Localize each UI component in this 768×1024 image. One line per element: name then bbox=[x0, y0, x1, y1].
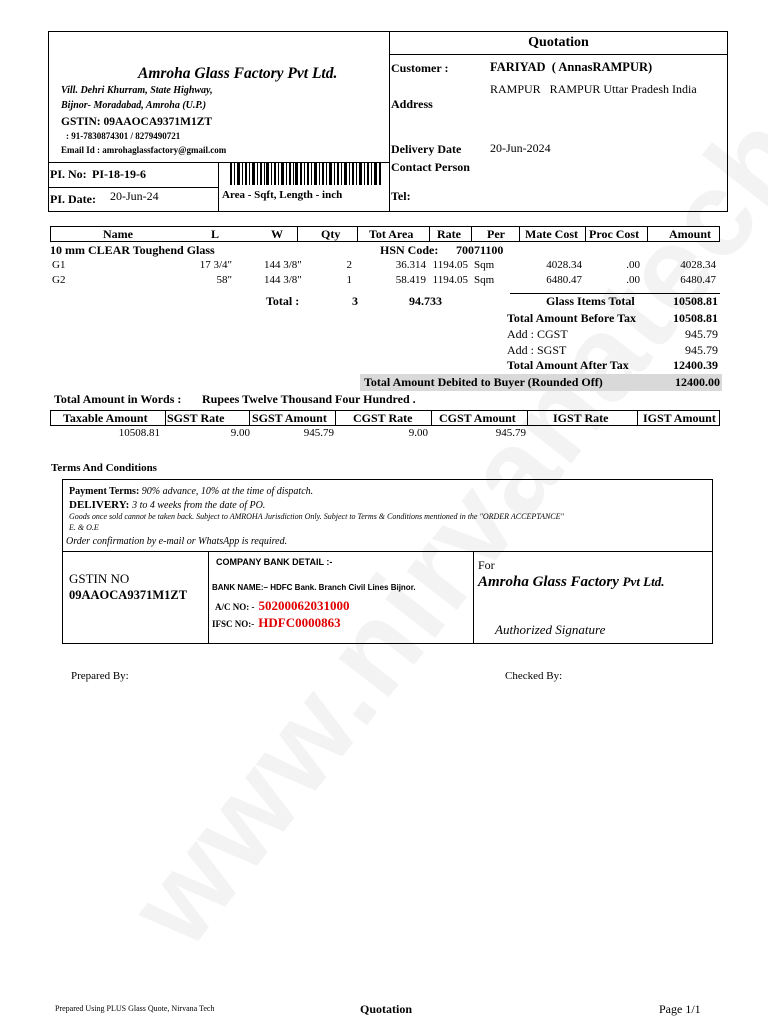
signatory-company-name: Amroha Glass Factory bbox=[478, 574, 619, 590]
units-note: Area - Sqft, Length - inch bbox=[222, 189, 343, 201]
payment-label: Payment Terms: bbox=[69, 486, 140, 497]
divider bbox=[431, 411, 432, 425]
tax-table-header bbox=[50, 410, 720, 426]
row-rate: 1194.05 bbox=[432, 274, 468, 286]
divider bbox=[62, 551, 713, 552]
debited-value: 12400.00 bbox=[675, 375, 720, 389]
col-name: Name bbox=[103, 227, 133, 241]
divider bbox=[471, 227, 472, 241]
sgst-label: Add : SGST bbox=[507, 343, 567, 357]
bank-heading: COMPANY BANK DETAIL :- bbox=[216, 557, 333, 567]
divider bbox=[208, 551, 209, 644]
debited-label: Total Amount Debited to Buyer (Rounded Off) bbox=[364, 375, 603, 389]
col-mate-cost: Mate Cost bbox=[525, 227, 578, 241]
row-qty: 2 bbox=[346, 259, 352, 271]
after-tax: 12400.39 bbox=[673, 358, 718, 372]
company-email: Email Id : amrohaglassfactory@gmail.com bbox=[61, 145, 227, 155]
footer-title: Quotation bbox=[360, 1002, 413, 1016]
row-per: Sqm bbox=[474, 259, 495, 271]
tax-cgst-rate: 9.00 bbox=[408, 427, 428, 439]
company-address-1: Vill. Dehri Khurram, State Highway, bbox=[61, 85, 213, 96]
divider bbox=[637, 411, 638, 425]
col-rate: Rate bbox=[437, 227, 461, 241]
before-tax-label: Total Amount Before Tax bbox=[507, 311, 637, 325]
account-number bbox=[215, 597, 350, 615]
row-area: 58.419 bbox=[395, 274, 426, 286]
prepared-by: Prepared By: bbox=[71, 670, 129, 682]
sgst-value: 945.79 bbox=[685, 343, 718, 357]
tax-col-igst-amount: IGST Amount bbox=[643, 411, 716, 425]
delivery-terms bbox=[69, 499, 265, 511]
divider bbox=[357, 227, 358, 241]
col-amount: Amount bbox=[669, 227, 712, 241]
tel-label: Tel: bbox=[391, 189, 411, 203]
col-l: L bbox=[211, 227, 220, 241]
tax-taxable: 10508.81 bbox=[118, 427, 160, 439]
account-label: A/C NO: - bbox=[215, 602, 255, 612]
checked-by: Checked By: bbox=[505, 670, 563, 682]
tax-cgst-amount: 945.79 bbox=[495, 427, 526, 439]
words-value: Rupees Twelve Thousand Four Hundred . bbox=[202, 392, 416, 406]
account-value: 50200062031000 bbox=[258, 598, 350, 613]
signatory-company bbox=[478, 574, 665, 591]
col-w: W bbox=[271, 227, 283, 241]
row-name: G1 bbox=[52, 259, 66, 271]
payment-terms bbox=[69, 486, 313, 497]
divider bbox=[519, 227, 520, 241]
col-per: Per bbox=[487, 227, 505, 241]
item-group-title: 10 mm CLEAR Toughend Glass bbox=[50, 243, 215, 257]
row-proc: .00 bbox=[626, 259, 640, 271]
company-phone: : 91-7830874301 / 8279490721 bbox=[66, 131, 181, 141]
row-l: 58" bbox=[216, 274, 232, 286]
customer-name: FARIYAD ( AnnasRAMPUR) bbox=[490, 60, 653, 74]
tax-col-sgst-amount: SGST Amount bbox=[252, 411, 327, 425]
company-address-2: Bijnor- Moradabad, Amroha (U.P.) bbox=[61, 100, 207, 111]
glass-items-total-label: Glass Items Total bbox=[546, 294, 635, 308]
company-name: Amroha Glass Factory Pvt Ltd. bbox=[138, 65, 338, 82]
pi-no-label: PI. No: bbox=[50, 167, 87, 181]
delivery-text: 3 to 4 weeks from the date of PO. bbox=[132, 500, 266, 511]
row-w: 144 3/8" bbox=[264, 274, 302, 286]
customer-label: Customer : bbox=[391, 61, 449, 75]
hsn-code: 70071100 bbox=[456, 243, 504, 257]
delivery-date-label: Delivery Date bbox=[391, 142, 462, 156]
divider bbox=[429, 227, 430, 241]
glass-items-total: 10508.81 bbox=[673, 294, 718, 308]
contact-person-label: Contact Person bbox=[391, 160, 470, 174]
gstin-value: 09AAOCA9371M1ZT bbox=[69, 588, 188, 602]
row-qty: 1 bbox=[346, 274, 352, 286]
row-area: 36.314 bbox=[395, 259, 426, 271]
divider bbox=[218, 162, 219, 212]
terms-heading: Terms And Conditions bbox=[51, 462, 157, 474]
divider bbox=[647, 227, 648, 241]
tax-sgst-amount: 945.79 bbox=[303, 427, 334, 439]
pi-date-label: PI. Date: bbox=[50, 192, 96, 206]
row-amount: 4028.34 bbox=[680, 259, 716, 271]
divider bbox=[527, 411, 528, 425]
authorized-signature: Authorized Signature bbox=[495, 622, 606, 637]
quotation-box bbox=[389, 31, 728, 212]
items-table-header bbox=[50, 226, 720, 242]
col-proc-cost: Proc Cost bbox=[589, 227, 640, 241]
row-per: Sqm bbox=[474, 274, 495, 286]
row-mate: 4028.34 bbox=[546, 259, 582, 271]
delivery-label: DELIVERY: bbox=[69, 499, 130, 511]
divider bbox=[48, 187, 218, 188]
divider bbox=[335, 411, 336, 425]
bank-name: BANK NAME:– HDFC Bank. Branch Civil Lines Bijnor. bbox=[212, 583, 416, 592]
cgst-label: Add : CGST bbox=[507, 327, 568, 341]
customer-address: RAMPUR RAMPUR Uttar Pradesh India bbox=[490, 82, 697, 96]
company-gstin: GSTIN: 09AAOCA9371M1ZT bbox=[61, 116, 213, 128]
tax-sgst-rate: 9.00 bbox=[230, 427, 250, 439]
total-qty: 3 bbox=[352, 294, 358, 308]
delivery-date: 20-Jun-2024 bbox=[490, 141, 551, 155]
ifsc-code bbox=[212, 614, 341, 632]
divider bbox=[249, 411, 250, 425]
col-qty: Qty bbox=[321, 227, 341, 241]
footer-credit: Prepared Using PLUS Glass Quote, Nirvana Tech bbox=[55, 1004, 215, 1013]
words-label: Total Amount in Words : bbox=[54, 392, 182, 406]
before-tax: 10508.81 bbox=[673, 311, 718, 325]
cgst-value: 945.79 bbox=[685, 327, 718, 341]
goods-text: Goods once sold cannot be taken back. Subject to AMROHA Jurisdiction Only. Subject to Terms & Conditions mentioned in the "ORDER ACCEPTANCE" bbox=[69, 512, 564, 521]
confirmation-text: Order confirmation by e-mail or WhatsApp is required. bbox=[66, 536, 288, 547]
row-proc: .00 bbox=[626, 274, 640, 286]
page-number: Page 1/1 bbox=[659, 1002, 701, 1016]
after-tax-label: Total Amount After Tax bbox=[507, 358, 629, 372]
total-area: 94.733 bbox=[409, 294, 442, 308]
row-amount: 6480.47 bbox=[680, 274, 716, 286]
address-label: Address bbox=[391, 97, 433, 111]
barcode bbox=[230, 163, 382, 185]
row-name: G2 bbox=[52, 274, 66, 286]
signatory-company-suffix: Pvt Ltd. bbox=[622, 574, 665, 589]
tax-col-taxable: Taxable Amount bbox=[63, 411, 148, 425]
payment-text: 90% advance, 10% at the time of dispatch. bbox=[141, 486, 314, 497]
tax-col-sgst-rate: SGST Rate bbox=[167, 411, 225, 425]
tax-col-cgst-amount: CGST Amount bbox=[439, 411, 516, 425]
row-l: 17 3/4" bbox=[199, 259, 232, 271]
pi-date: 20-Jun-24 bbox=[110, 189, 159, 203]
gstin-label: GSTIN NO bbox=[69, 571, 130, 586]
quotation-title: Quotation bbox=[528, 35, 589, 50]
col-tot-area: Tot Area bbox=[369, 227, 414, 241]
pi-no: PI-18-19-6 bbox=[92, 167, 146, 181]
row-rate: 1194.05 bbox=[432, 259, 468, 271]
divider bbox=[473, 551, 474, 644]
divider bbox=[585, 227, 586, 241]
tax-col-cgst-rate: CGST Rate bbox=[353, 411, 413, 425]
ifsc-label: IFSC NO:- bbox=[212, 619, 255, 629]
ifsc-value: HDFC0000863 bbox=[258, 615, 341, 630]
row-mate: 6480.47 bbox=[546, 274, 582, 286]
eoe-text: E. & O.E bbox=[69, 523, 99, 532]
divider bbox=[389, 54, 728, 55]
total-label: Total : bbox=[266, 294, 300, 308]
divider bbox=[165, 411, 166, 425]
hsn-label: HSN Code: bbox=[380, 243, 439, 257]
tax-col-igst-rate: IGST Rate bbox=[553, 411, 609, 425]
row-w: 144 3/8" bbox=[264, 259, 302, 271]
divider bbox=[297, 227, 298, 241]
for-label: For bbox=[478, 558, 495, 572]
